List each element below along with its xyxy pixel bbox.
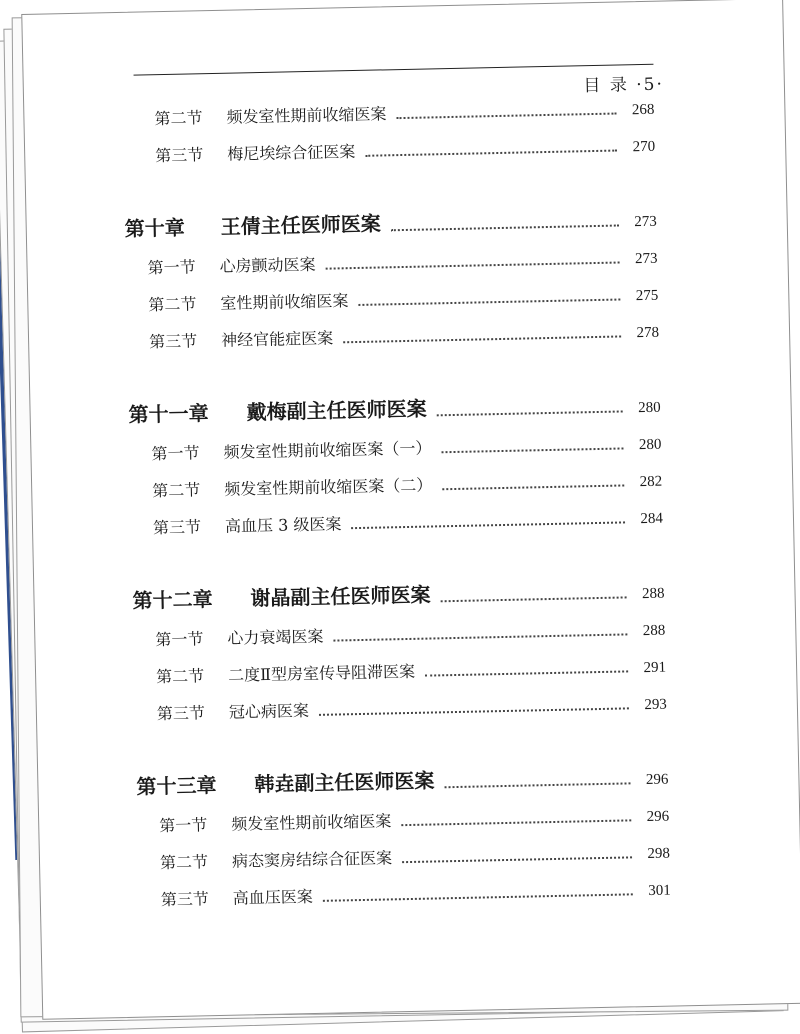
toc-section-row[interactable] <box>153 505 663 539</box>
section-title: 频发室性期前收缩医案 <box>226 104 387 127</box>
section-label: 第三节 <box>155 145 204 166</box>
leader-dots <box>323 893 633 901</box>
toc-chapter-row[interactable] <box>124 202 656 242</box>
section-title: 高血压医案 <box>232 887 314 908</box>
section-label: 第一节 <box>147 257 196 278</box>
header-rule <box>134 64 654 76</box>
toc-section-row[interactable] <box>154 96 654 129</box>
leader-dots <box>358 298 620 305</box>
section-title: 冠心病医案 <box>228 701 310 722</box>
toc-chapter-row[interactable] <box>132 574 664 614</box>
leader-dots <box>365 150 617 157</box>
page-number: 280 <box>637 399 661 417</box>
page-header <box>583 70 664 97</box>
chapter-label: 第十章 <box>124 215 186 241</box>
section-label: 第三节 <box>148 331 198 352</box>
leader-dots <box>391 224 619 231</box>
page-number: 288 <box>641 585 665 603</box>
page-number: 284 <box>640 510 664 528</box>
section-title: 室性期前收缩医案 <box>220 291 349 313</box>
page-number: 268 <box>631 101 655 119</box>
chapter-title: 戴梅副主任医师医案 <box>246 396 427 425</box>
section-label: 第三节 <box>160 889 210 910</box>
chapter-title: 王倩主任医师医案 <box>220 211 381 239</box>
toc-chapter-row[interactable] <box>136 760 668 800</box>
leader-dots <box>437 410 623 416</box>
toc-section-row[interactable] <box>157 691 667 725</box>
header-title: 目 录 <box>583 75 630 97</box>
section-label: 第三节 <box>152 517 202 538</box>
leader-dots <box>401 819 631 826</box>
leader-dots <box>343 335 621 343</box>
leader-dots <box>319 707 629 715</box>
page-number: 288 <box>642 622 666 640</box>
leader-dots <box>351 521 625 529</box>
section-label: 第二节 <box>159 852 209 873</box>
toc-section-row[interactable] <box>161 877 671 911</box>
section-label: 第一节 <box>151 443 200 464</box>
section-title: 病态窦房结综合征医案 <box>231 848 393 871</box>
section-title: 频发室性期前收缩医案 <box>231 811 392 834</box>
leader-dots <box>445 782 631 788</box>
section-label: 第一节 <box>155 629 204 650</box>
toc-section-row[interactable] <box>156 654 666 688</box>
page-number: 298 <box>647 845 671 863</box>
section-label: 第三节 <box>156 703 206 724</box>
section-label: 第二节 <box>155 666 205 687</box>
toc-section-row[interactable] <box>147 245 657 279</box>
toc-section-row[interactable] <box>159 803 669 837</box>
section-title: 神经官能症医案 <box>220 328 334 350</box>
page-number: 273 <box>634 250 658 268</box>
toc-section-row[interactable] <box>155 133 655 166</box>
header-page-number: ·5· <box>636 74 665 96</box>
toc-section-row[interactable] <box>160 840 670 874</box>
leader-dots <box>441 596 627 602</box>
page-number: 291 <box>643 659 667 677</box>
leader-dots <box>397 113 617 120</box>
section-label: 第二节 <box>154 108 203 129</box>
chapter-label: 第十三章 <box>136 773 217 799</box>
page-number: 273 <box>634 213 657 231</box>
section-title: 二度Ⅱ型房室传导阻滞医案 <box>227 661 416 685</box>
toc-page <box>21 0 800 1020</box>
page-number: 280 <box>638 436 662 454</box>
section-title: 心力衰竭医案 <box>227 626 324 648</box>
section-title: 频发室性期前收缩医案（二） <box>224 475 433 499</box>
section-title: 梅尼埃综合征医案 <box>227 142 356 164</box>
toc-section-row[interactable] <box>151 431 661 465</box>
leader-dots <box>402 856 632 863</box>
section-title: 心房颤动医案 <box>219 254 316 276</box>
page-number: 282 <box>639 473 663 491</box>
page-number: 270 <box>632 138 656 156</box>
section-label: 第二节 <box>148 294 197 315</box>
page-number: 278 <box>636 324 660 342</box>
section-title: 频发室性期前收缩医案（一） <box>223 438 432 462</box>
section-title: 高血压 3 级医案 <box>224 514 342 536</box>
section-label: 第一节 <box>159 815 208 836</box>
leader-dots <box>326 261 620 269</box>
toc-section-row[interactable] <box>149 319 659 353</box>
chapter-label: 第十一章 <box>128 401 209 427</box>
page-number: 296 <box>645 771 669 789</box>
leader-dots <box>442 447 624 453</box>
chapter-title: 韩垚副主任医师医案 <box>254 768 435 797</box>
leader-dots <box>442 484 624 490</box>
toc-section-row[interactable] <box>155 617 665 651</box>
page-number: 293 <box>644 696 668 714</box>
section-label: 第二节 <box>152 480 201 501</box>
leader-dots <box>425 670 628 676</box>
page-number: 275 <box>635 287 659 305</box>
page-number: 296 <box>646 808 670 826</box>
page-number: 301 <box>648 882 671 900</box>
toc-section-row[interactable] <box>148 282 658 316</box>
chapter-title: 谢晶副主任医师医案 <box>250 582 431 611</box>
leader-dots <box>333 633 627 641</box>
chapter-label: 第十二章 <box>132 587 213 613</box>
toc-chapter-row[interactable] <box>128 388 660 428</box>
toc-section-row[interactable] <box>152 468 662 502</box>
